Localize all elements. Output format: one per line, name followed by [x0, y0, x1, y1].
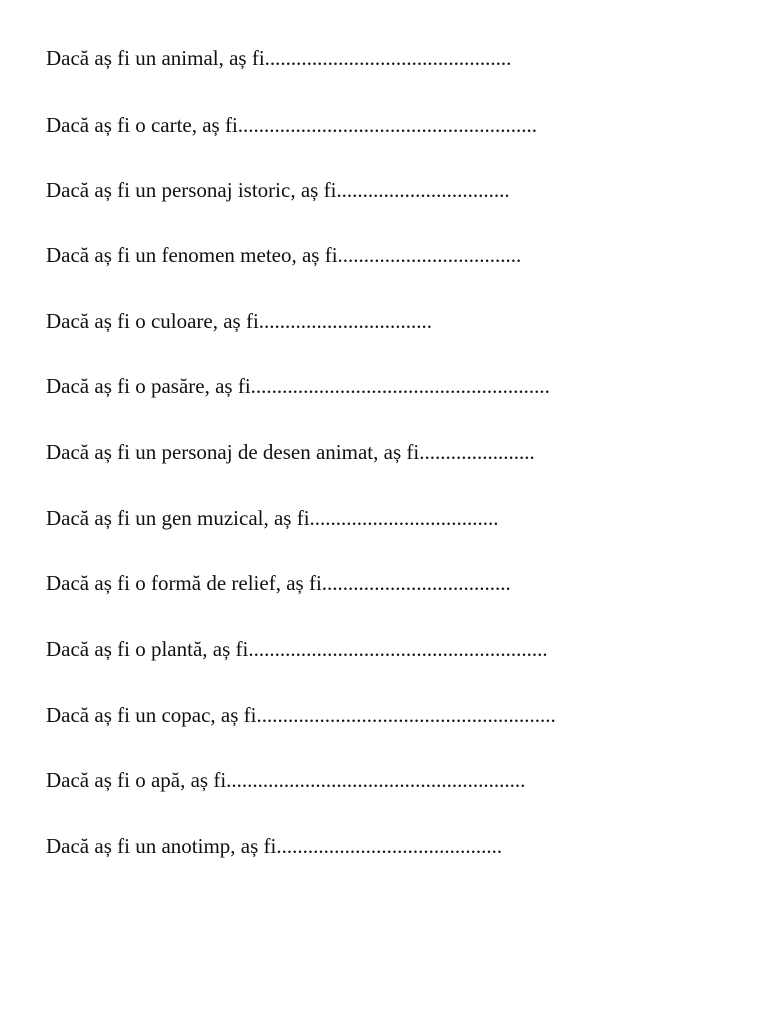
prompt-line-tree: Dacă aș fi un copac, aș fi......................................................... [46, 703, 556, 727]
prompt-line-water: Dacă aș fi o apă, aș fi......................................................... [46, 768, 526, 792]
prompt-line-season: Dacă aș fi un anotimp, aș fi........................................... [46, 834, 503, 858]
prompt-line-music-genre: Dacă aș fi un gen muzical, aș fi.................................... [46, 506, 499, 530]
prompt-line-animal: Dacă aș fi un animal, aș fi............................................... [46, 46, 512, 70]
prompt-line-historical-figure: Dacă aș fi un personaj istoric, aș fi................................. [46, 178, 510, 202]
prompt-line-cartoon: Dacă aș fi un personaj de desen animat, aș fi...................... [46, 440, 535, 464]
prompt-line-book: Dacă aș fi o carte, aș fi......................................................... [46, 113, 538, 137]
prompt-line-landform: Dacă aș fi o formă de relief, aș fi.................................... [46, 571, 511, 595]
prompt-line-weather: Dacă aș fi un fenomen meteo, aș fi................................... [46, 243, 522, 267]
prompt-line-bird: Dacă aș fi o pasăre, aș fi......................................................... [46, 374, 550, 398]
prompt-line-plant: Dacă aș fi o plantă, aș fi......................................................... [46, 637, 548, 661]
prompt-line-color: Dacă aș fi o culoare, aș fi................................. [46, 309, 433, 333]
